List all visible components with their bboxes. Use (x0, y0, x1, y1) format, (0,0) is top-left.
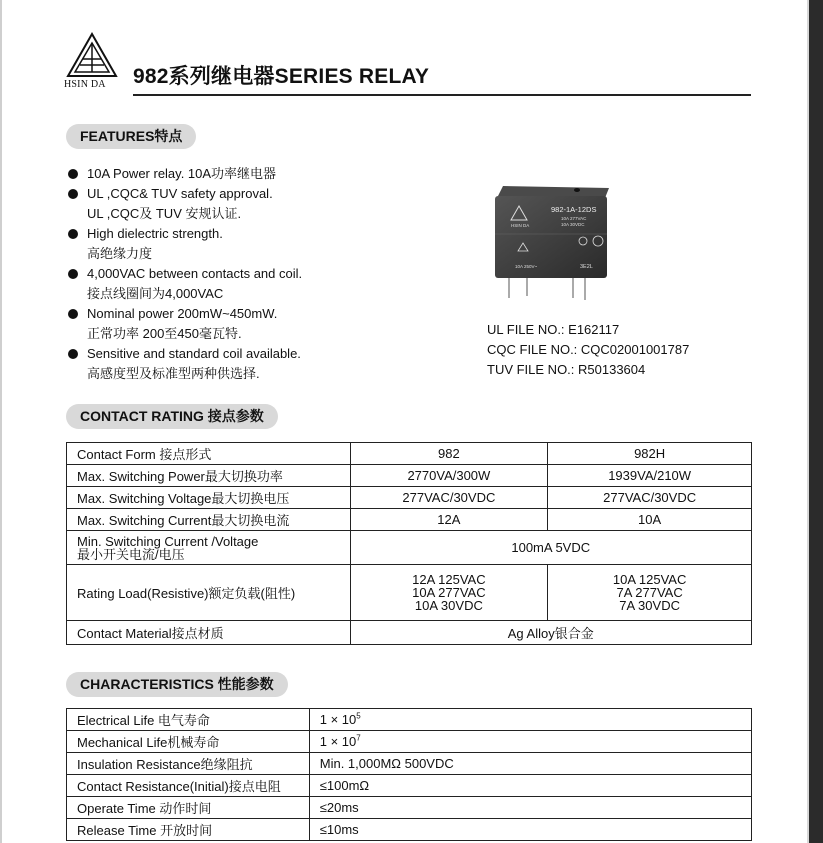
contact-rating-heading: CONTACT RATING 接点参数 (66, 404, 278, 429)
table-row (67, 621, 752, 645)
table-row (67, 531, 752, 565)
table-cell: 12A (350, 509, 548, 531)
table-cell: ≤20ms (309, 797, 751, 819)
table-row (67, 775, 752, 797)
feature-item-cn: 接点线圈间为4,000VAC (87, 286, 224, 301)
feature-item-cn: 高感度型及标准型两种供选择. (87, 366, 260, 381)
relay-code-text: 3E2L (580, 264, 593, 270)
page-edge-left (0, 0, 2, 843)
table-cell: Mechanical Life机械寿命 (67, 731, 310, 753)
viewer-scroll-frame (809, 0, 823, 843)
feature-item: Nominal power 200mW~450mW. (67, 304, 302, 324)
table-cell: 1939VA/210W (548, 465, 752, 487)
certification-files (487, 320, 689, 380)
table-cell: 10A 125VAC 7A 277VAC 7A 30VDC (548, 565, 752, 621)
table-cell: Electrical Life 电气寿命 (67, 709, 310, 731)
table-cell: Contact Form 接点形式 (67, 443, 351, 465)
table-row (67, 487, 752, 509)
cqc-file-no: CQC FILE NO.: CQC02001001787 (487, 342, 690, 357)
table-row (67, 797, 752, 819)
bullet-icon (68, 169, 78, 179)
table-cell: Contact Material接点材质 (67, 621, 351, 645)
table-cell: 2770VA/300W (350, 465, 548, 487)
table-cell: Release Time 开放时间 (67, 819, 310, 841)
table-cell: $1 \times 10^5$ (309, 709, 751, 731)
table-cell: Max. Switching Voltage最大切换电压 (67, 487, 351, 509)
table-cell: Contact Resistance(Initial)接点电阻 (67, 775, 310, 797)
characteristics-table (66, 708, 752, 841)
table-cell: 277VAC/30VDC (350, 487, 548, 509)
table-row (67, 753, 752, 775)
table-cell: Max. Switching Current最大切换电流 (67, 509, 351, 531)
table-cell: Operate Time 动作时间 (67, 797, 310, 819)
table-cell: ≤100mΩ (309, 775, 751, 797)
feature-item-cn: 正常功率 200至450毫瓦特. (87, 326, 242, 341)
features-list (67, 164, 302, 384)
brand-label: HSIN DA (64, 79, 106, 90)
ul-file-no: UL FILE NO.: E162117 (487, 322, 620, 337)
features-heading: FEATURES特点 (66, 124, 196, 149)
table-cell: Insulation Resistance绝缘阻抗 (67, 753, 310, 775)
page-title: 982系列继电器SERIES RELAY (133, 65, 430, 88)
relay-rating-2: 10A 30VDC (561, 222, 585, 227)
feature-item-cn: 高绝缘力度 (87, 246, 153, 261)
relay-mark-text: 10A 250V~ (515, 264, 538, 269)
bullet-icon (68, 269, 78, 279)
feature-item: 10A Power relay. 10A功率继电器 (67, 164, 302, 184)
contact-rating-table (66, 442, 752, 645)
table-cell: $1 \times 10^7$ (309, 731, 751, 753)
characteristics-heading: CHARACTERISTICS 性能参数 (66, 672, 288, 697)
table-cell: Rating Load(Resistive)额定负载(阻性) (67, 565, 351, 621)
table-row (67, 731, 752, 753)
table-cell: Min. 1,000MΩ 500VDC (309, 753, 751, 775)
table-cell: 277VAC/30VDC (548, 487, 752, 509)
table-row (67, 465, 752, 487)
feature-item: Sensitive and standard coil available. (67, 344, 302, 364)
relay-rating-1: 10A 277VAC (561, 216, 587, 221)
table-cell: 982H (548, 443, 752, 465)
table-cell: Min. Switching Current /Voltage 最小开关电流/电压 (67, 531, 351, 565)
table-cell: 100mA 5VDC (350, 531, 752, 565)
bullet-icon (68, 229, 78, 239)
table-row (67, 509, 752, 531)
title-divider (133, 94, 751, 96)
tuv-file-no: TUV FILE NO.: R50133604 (487, 362, 646, 377)
table-row (67, 443, 752, 465)
feature-item: UL ,CQC& TUV safety approval. (67, 184, 302, 204)
bullet-icon (68, 349, 78, 359)
relay-brand-text: HSIN DA (511, 223, 530, 228)
bullet-icon (68, 309, 78, 319)
table-row (67, 565, 752, 621)
bullet-icon (68, 189, 78, 199)
table-cell: Max. Switching Power最大切换功率 (67, 465, 351, 487)
relay-product-image (487, 186, 615, 304)
table-cell: 12A 125VAC 10A 277VAC 10A 30VDC (350, 565, 548, 621)
feature-item: 4,000VAC between contacts and coil. (67, 264, 302, 284)
relay-model-text: 982-1A-12DS (551, 205, 597, 214)
feature-item-cn: UL ,CQC及 TUV 安规认证. (87, 206, 242, 221)
table-row (67, 819, 752, 841)
table-cell: ≤10ms (309, 819, 751, 841)
table-cell: Ag Alloy银合金 (350, 621, 752, 645)
table-row (67, 709, 752, 731)
feature-item: High dielectric strength. (67, 224, 302, 244)
table-cell: 10A (548, 509, 752, 531)
table-cell: 982 (350, 443, 548, 465)
